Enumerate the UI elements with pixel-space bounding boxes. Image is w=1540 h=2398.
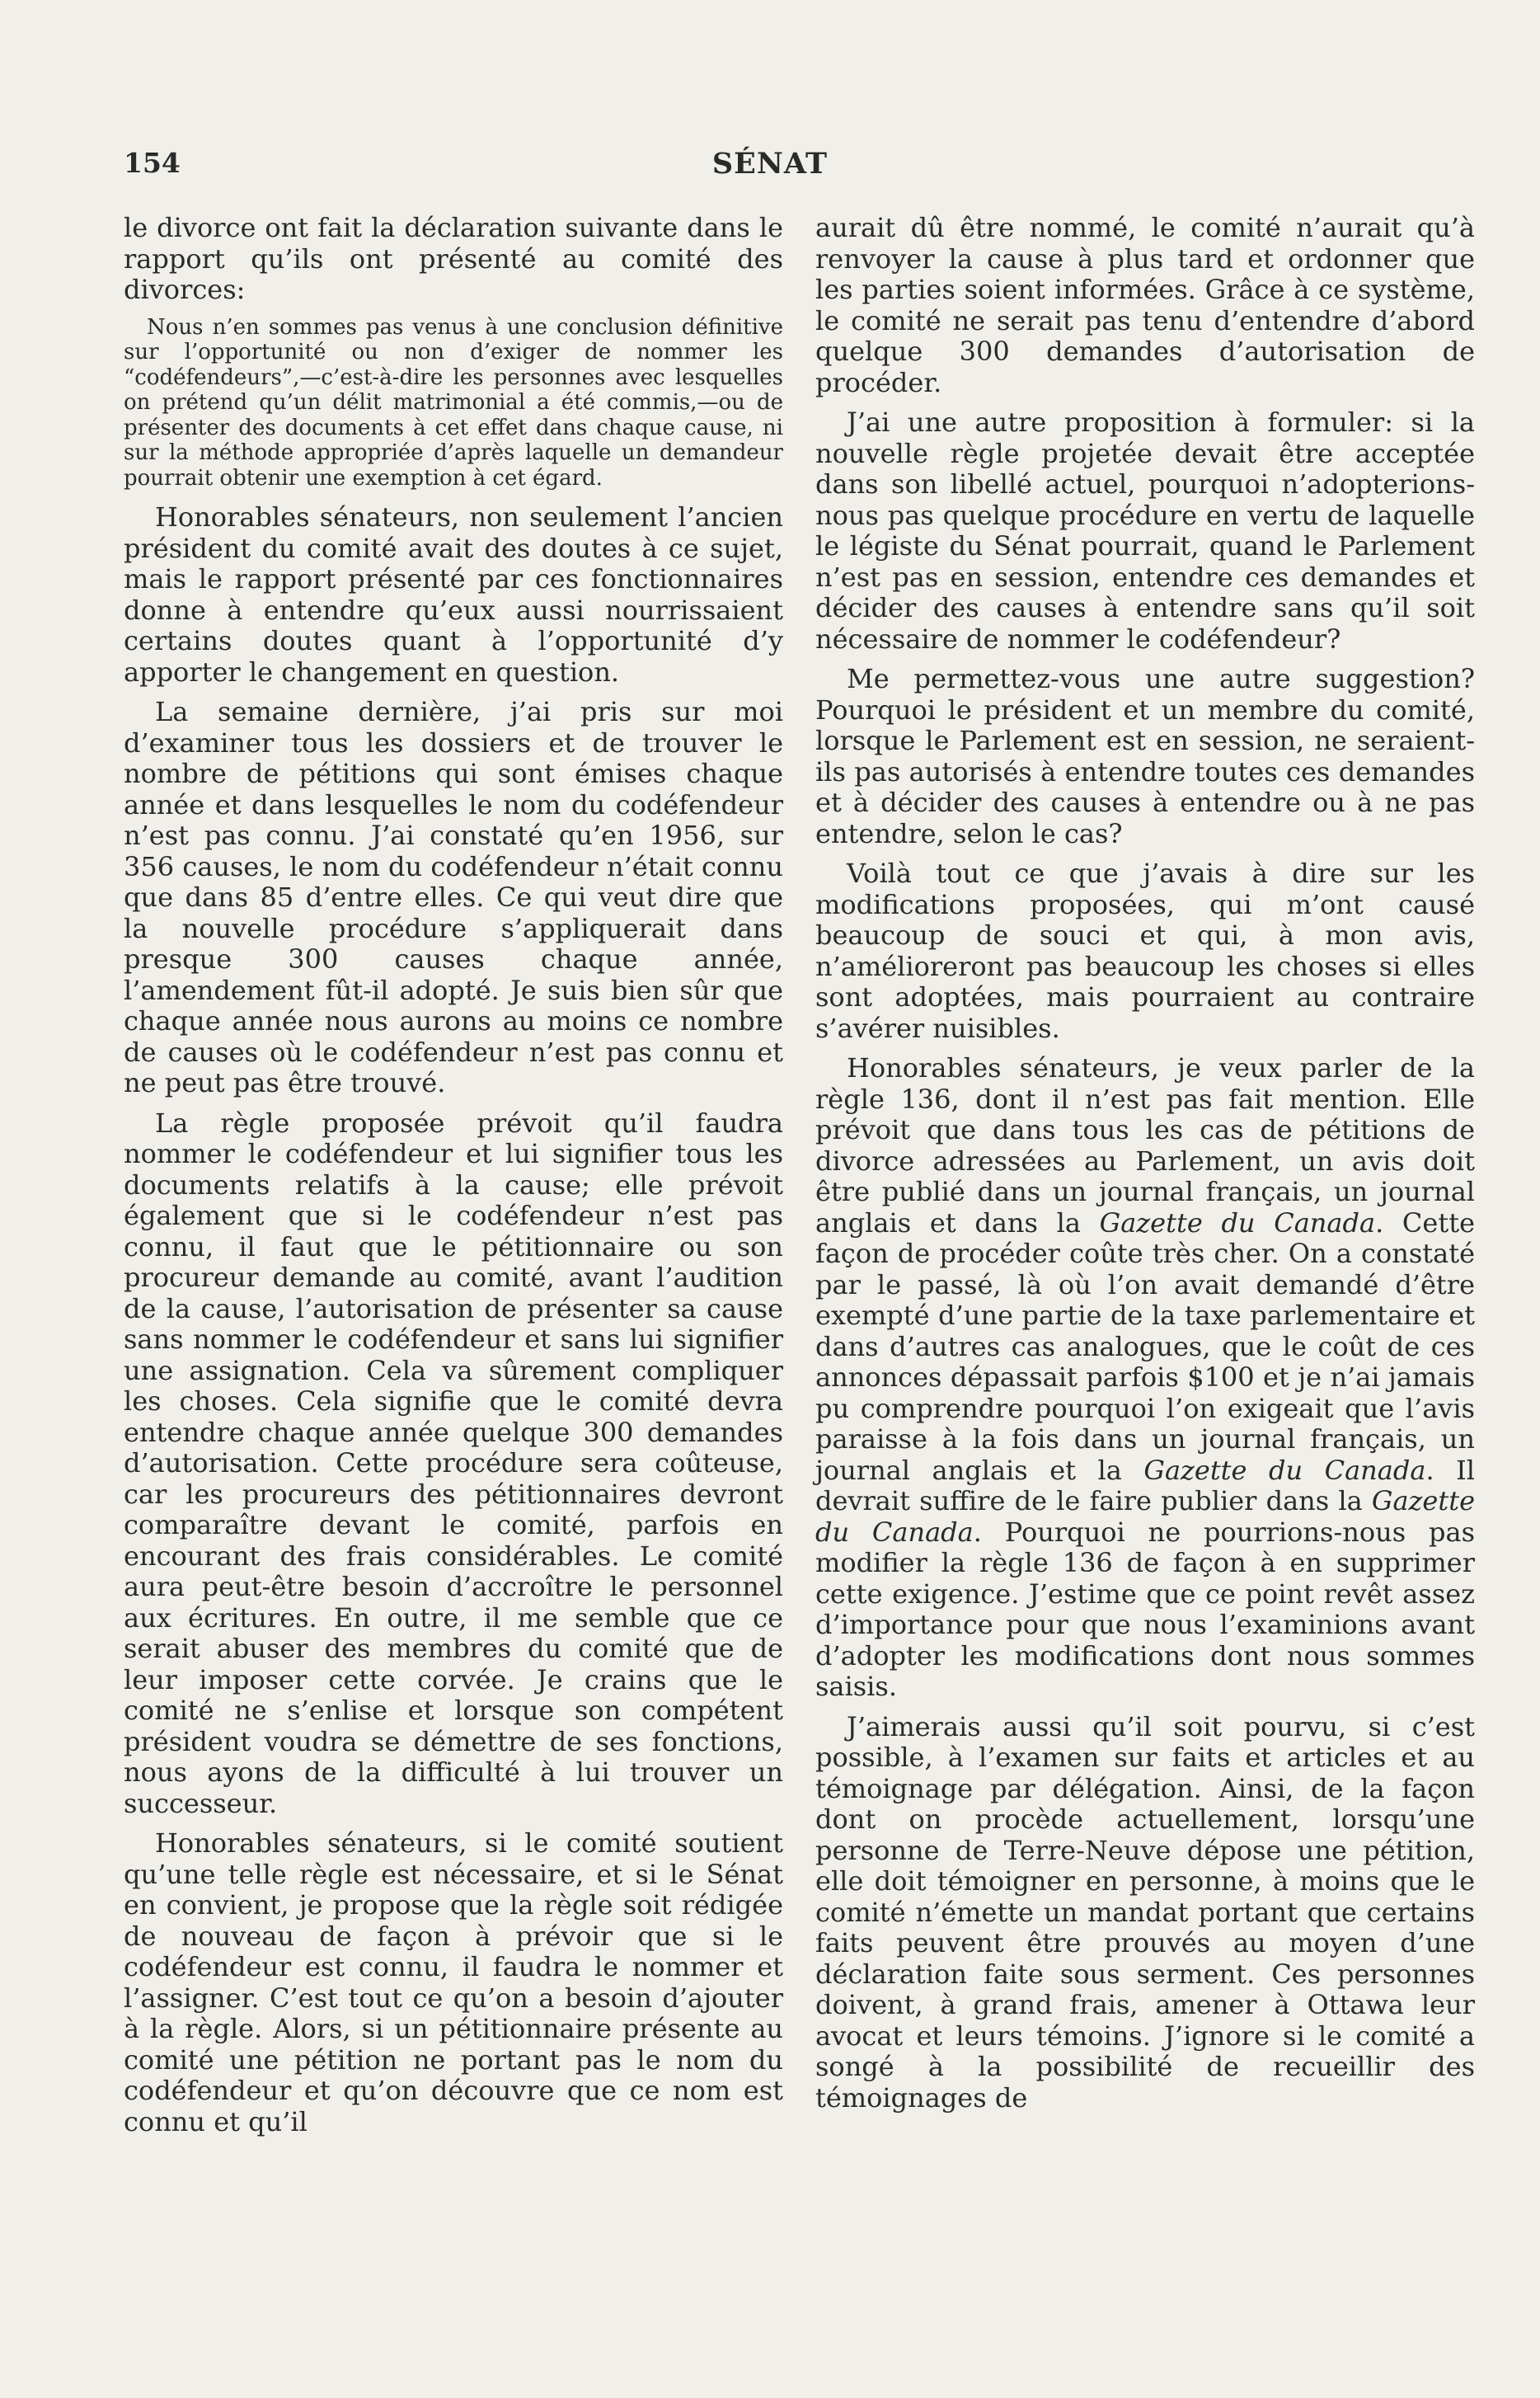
paragraph: Voilà tout ce que j’avais à dire sur les modifications proposées, qui m’ont causé beaucoup de souci et qui, à mon avis, n’amélioreront pas beaucoup les choses si elles sont adoptées, mais pourraient au contraire s’avérer nuisibles. bbox=[815, 858, 1475, 1044]
text-run: . Cette façon de procéder coûte très cher. On a constaté par le passé, là où l’on avait demandé d’être exempté d’une partie de la taxe parlementaire et dans d’autres cas analogues, que le coût de ces annonces dépassait parfois $100 et je n’ai jamais pu comprendre pourquoi l’on exigeait que l’avis paraisse à la fois dans un journal français, un journal anglais et la bbox=[815, 1206, 1476, 1486]
text-run: . Il devrait suffire de le faire publier dans la bbox=[815, 1454, 1476, 1516]
text-run: Honorables sénateurs, je veux parler de la règle 136, dont il n’est pas fait mention. Elle prévoit que dans tous les cas de pétitions de divorce adressées au Parlement, un avis doit être publié dans un journal français, un journal anglais et dans la bbox=[815, 1052, 1475, 1239]
right-column bbox=[815, 213, 1475, 2123]
running-head: SÉNAT bbox=[711, 147, 829, 181]
paragraph: La règle proposée prévoit qu’il faudra nommer le codéfendeur et lui signifier tous les documents relatifs à la cause; elle prévoit également que si le codéfendeur n’est pas connu, il faut que le pétitionnaire ou son procureur demande au comité, avant l’audition de la cause, l’autorisation de présenter sa cause sans nommer le codéfendeur et sans lui signifier une assignation. Cela va sûrement compliquer les choses. Cela signifie que le comité devra entendre chaque année quelque 300 demandes d’autorisation. Cette procédure sera coûteuse, car les procureurs des pétitionnaires devront comparaître devant le comité, parfois en encourant des frais considérables. Le comité aura peut-être besoin d’accroître le personnel aux écritures. En outre, il me semble que ce serait abuser des membres du comité que de leur imposer cette corvée. Je crains que le comité ne s’enlise et lorsque son compétent président voudra se démettre de ses fonctions, nous ayons de la difficulté à lui trouver un successeur. bbox=[124, 1107, 783, 1819]
paragraph: Me permettez-vous une autre suggestion? Pourquoi le président et un membre du comité, lorsque le Parlement est en session, ne seraient-ils pas autorisés à entendre toutes ces demandes et à décider des causes à entendre ou à ne pas entendre, selon le cas? bbox=[815, 663, 1475, 849]
paragraph: aurait dû être nommé, le comité n’aurait qu’à renvoyer la cause à plus tard et ordonner que les parties soient informées. Grâce à ce système, le comité ne serait pas tenu d’entendre d’abord quelque 300 demandes d’autorisation de procéder. bbox=[815, 212, 1475, 398]
paragraph: J’aimerais aussi qu’il soit pourvu, si c’est possible, à l’examen sur faits et articles et au témoignage par délégation. Ainsi, de la façon dont on procède actuellement, lorsqu’une personne de Terre-Neuve dépose une pétition, elle doit témoigner en personne, à moins que le comité n’émette un mandat portant que certains faits peuvent être prouvés au moyen d’une déclaration faite sous serment. Ces personnes doivent, à grand frais, amener à Ottawa leur avocat et leurs témoins. J’ignore si le comité a songé à la possibilité de recueillir des témoignages de bbox=[815, 1710, 1475, 2114]
page-number: 154 bbox=[124, 147, 181, 179]
italic-title: Gazette du Canada bbox=[815, 1485, 1475, 1548]
paragraph: le divorce ont fait la déclaration suivante dans le rapport qu’ils ont présenté au comité des divorces: bbox=[124, 212, 783, 305]
paragraph: J’ai une autre proposition à formuler: si la nouvelle règle projetée devait être acceptée dans son libellé actuel, pourquoi n’adopterions-nous pas quelque procédure en vertu de laquelle le légiste du Sénat pourrait, quand le Parlement n’est pas en session, entendre ces demandes et décider des causes à entendre sans qu’il soit nécessaire de nommer le codéfendeur? bbox=[815, 407, 1475, 655]
italic-title: Gazette du Canada bbox=[1099, 1206, 1376, 1239]
page-header bbox=[124, 147, 1416, 196]
left-column bbox=[124, 213, 783, 2146]
paragraph: La semaine dernière, j’ai pris sur moi d’examiner tous les dossiers et de trouver le nombre de pétitions qui sont émises chaque année et dans lesquelles le nom du codéfendeur n’est pas connu. J’ai constaté qu’en 1956, sur 356 causes, le nom du codéfendeur n’était connu que dans 85 d’entre elles. Ce qui veut dire que la nouvelle procédure s’appliquerait dans presque 300 causes chaque année, l’amendement fût-il adopté. Je suis bien sûr que chaque année nous aurons au moins ce nombre de causes où le codéfendeur n’est pas connu et ne peut pas être trouvé. bbox=[124, 696, 783, 1098]
paragraph: Honorables sénateurs, si le comité soutient qu’une telle règle est nécessaire, et si le Sénat en convient, je propose que la règle soit rédigée de nouveau de façon à prévoir que si le codéfendeur est connu, il faudra le nommer et l’assigner. C’est tout ce qu’on a besoin d’ajouter à la règle. Alors, si un pétitionnaire présente au comité une pétition ne portant pas le nom du codéfendeur et qu’on découvre que ce nom est connu et qu’il bbox=[124, 1827, 783, 2137]
paragraph bbox=[815, 1053, 1475, 1703]
text-run: . Pourquoi ne pourrions-nous pas modifier la règle 136 de façon à en supprimer cette exigence. J’estime que ce point revêt assez d’importance pour que nous l’examinions avant d’adopter les modifications dont nous sommes saisis. bbox=[815, 1516, 1476, 1702]
paragraph: Honorables sénateurs, non seulement l’ancien président du comité avait des doutes à ce sujet, mais le rapport présenté par ces fonctionnaires donne à entendre qu’eux aussi nourrissaient certains doutes quant à l’opportunité d’y apporter le changement en question. bbox=[124, 501, 783, 688]
block-quote: Nous n’en sommes pas venus à une conclusion définitive sur l’opportunité ou non d’exiger de nommer les “codéfendeurs”,—c’est-à-dire les personnes avec lesquelles on prétend qu’un délit matrimonial a été commis,—ou de présenter des documents à cet effet dans chaque cause, ni sur la méthode appropriée d’après laquelle un demandeur pourrait obtenir une exemption à cet égard. bbox=[124, 314, 783, 491]
italic-title: Gazette du Canada bbox=[1143, 1454, 1426, 1486]
